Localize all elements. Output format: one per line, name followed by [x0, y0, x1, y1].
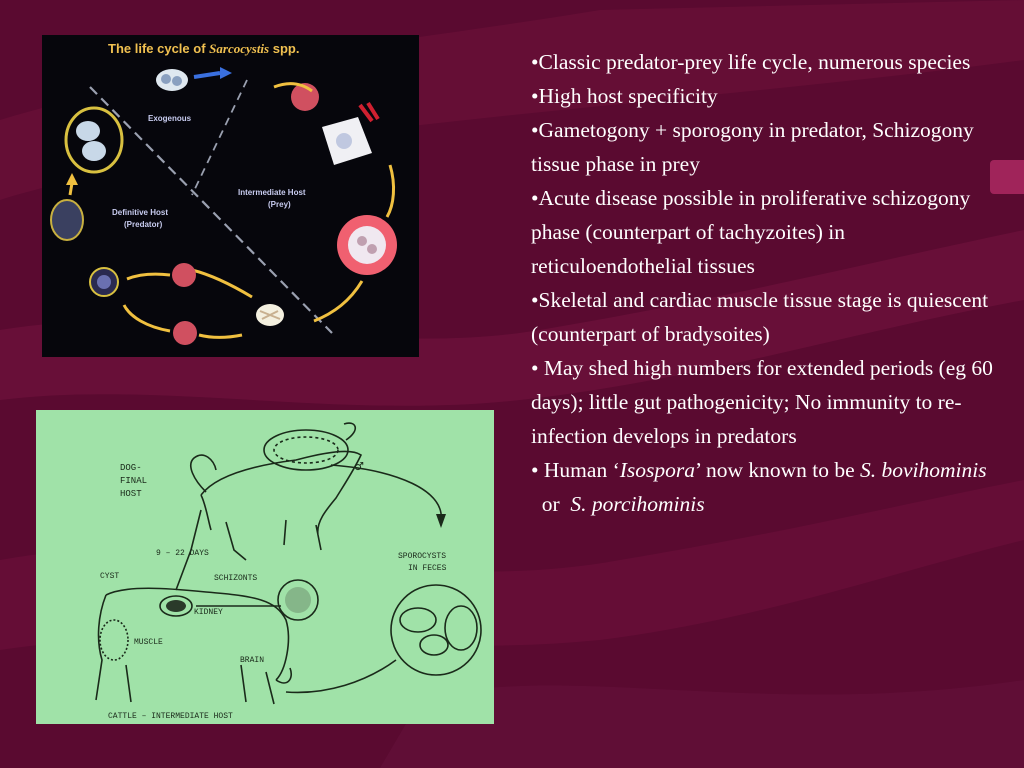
bullet-human-or: or: [531, 492, 571, 516]
label-cyst: CYST: [100, 572, 120, 581]
bullet-human-isospora: [531, 453, 1001, 521]
unsporulated-oocyst-icon: [51, 200, 83, 240]
life-cycle-diagram: [42, 35, 419, 357]
gamont-cell-icon-2: [173, 321, 197, 345]
merozoite-icon: [256, 304, 284, 326]
zygote-icon: [90, 268, 118, 296]
label-predator: (Predator): [124, 220, 163, 229]
sporocyst-icon: [156, 69, 188, 91]
bullet-host-specificity: •High host specificity: [531, 84, 718, 108]
label-dog-3: HOST: [120, 489, 142, 499]
bovihominis-term: S. bovihominis: [860, 458, 987, 482]
label-cattle: CATTLE – INTERMEDIATE HOST: [108, 712, 233, 721]
label-definitive-host: Definitive Host: [112, 208, 169, 217]
label-male: ♂: [354, 460, 364, 473]
bullet-acute-disease: •Acute disease possible in proliferative schizogony phase (counterpart of tachyzoites) in reticuloendothelial tissues: [531, 186, 971, 278]
label-brain: BRAIN: [240, 656, 265, 665]
label-schizonts: SCHIZONTS: [214, 574, 258, 583]
bullet-human-mid: ’ now known to be: [695, 458, 861, 482]
bullet-predator-prey: •Classic predator-prey life cycle, numerous species: [531, 50, 971, 74]
label-muscle: MUSCLE: [134, 638, 163, 647]
porcihominis-term: S. porcihominis: [570, 492, 705, 516]
bullet-gametogony: •Gametogony + sporogony in predator, Schizogony tissue phase in prey: [531, 118, 974, 176]
label-intermediate-host: Intermediate Host: [238, 188, 306, 197]
bullet-muscle-stage: •Skeletal and cardiac muscle tissue stage is quiescent (counterpart of bradysoites): [531, 288, 989, 346]
dog-cattle-cycle-diagram: [36, 410, 494, 724]
gamont-cell-icon: [172, 263, 196, 287]
label-kidney: KIDNEY: [194, 608, 223, 617]
label-dog-2: FINAL: [120, 476, 148, 486]
schizont-icon: [337, 215, 397, 275]
bullet-human-prefix: • Human ‘: [531, 458, 620, 482]
diagram-title: The life cycle of Sarcocystis spp.: [108, 41, 300, 56]
label-in-feces: IN FECES: [408, 564, 447, 573]
label-exogenous: Exogenous: [148, 114, 192, 123]
label-sporocysts: SPOROCYSTS: [398, 552, 447, 561]
label-dog-1: DOG-: [120, 463, 142, 473]
bullet-shedding: • May shed high numbers for extended periods (eg 60 days); little gut pathogenicity; No immunity to re-infection develops in predators: [531, 356, 993, 448]
label-days: 9 – 22 DAYS: [156, 549, 209, 558]
isospora-term: Isospora: [619, 458, 695, 482]
bullet-list: [531, 45, 1001, 521]
label-prey: (Prey): [268, 200, 291, 209]
